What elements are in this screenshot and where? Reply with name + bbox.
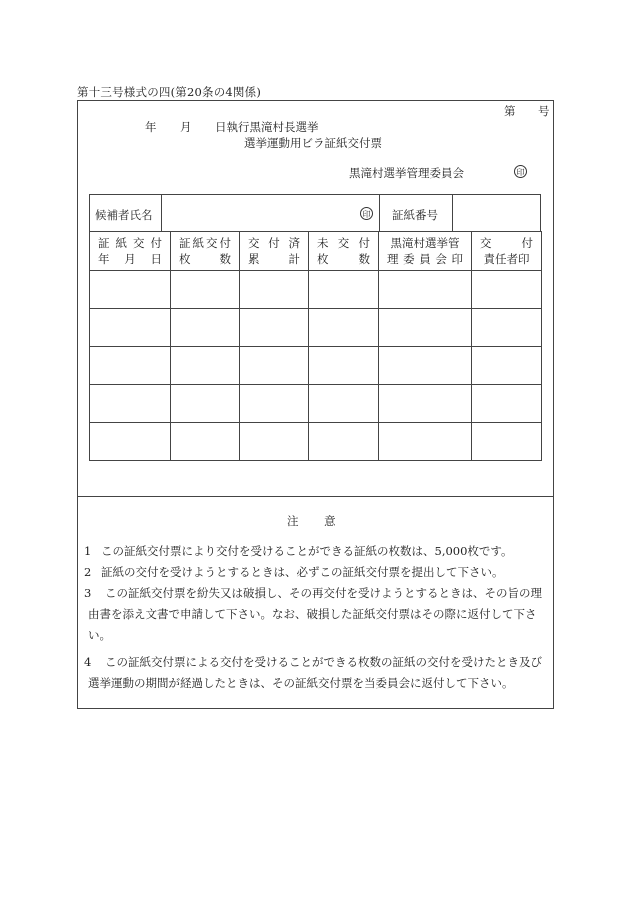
number-suffix: 号: [538, 104, 550, 118]
stamp-number-label: 証紙番号: [392, 208, 438, 222]
number-prefix: 第: [504, 104, 516, 118]
seal-mark: 印: [514, 165, 527, 178]
column-header: 未交付 枚 数: [309, 232, 379, 271]
notes-title: 注 意: [287, 514, 336, 528]
header-year: 年: [145, 120, 157, 134]
note-item: 2 証紙の交付を受けようとするときは、必ずこの証紙交付票を提出して下さい。: [84, 565, 504, 579]
column-header: 黒滝村選挙管 理委員会印: [379, 232, 472, 271]
column-header: 証紙交付 年 月 日: [90, 232, 171, 271]
section-divider: [77, 496, 554, 497]
seal-mark: 印: [360, 207, 373, 220]
issuer-name: 黒滝村選挙管理委員会: [349, 166, 464, 180]
column-header: 証紙交付 枚 数: [171, 232, 240, 271]
header-title: 選挙運動用ビラ証紙交付票: [244, 136, 382, 150]
note-item: 1 この証紙交付票により交付を受けることができる証紙の枚数は、5,000枚です。: [84, 544, 513, 558]
header-election: 日執行黒滝村長選挙: [215, 120, 319, 134]
note-item: 3 この証紙交付票を紛失又は破損し、その再交付を受けようとするときは、その旨の理由書を添え文書で申請して下さい。なお、破損した証紙交付票はその際に返付して下さい。: [84, 586, 542, 642]
column-header: 交付済 累 計: [240, 232, 309, 271]
header-month: 月: [180, 120, 192, 134]
form-label: 第十三号様式の四(第20条の4関係): [77, 85, 262, 99]
column-header: 交 付 責任者印: [472, 232, 542, 271]
note-item: 4 この証紙交付票による交付を受けることができる枚数の証紙の交付を受けたとき及び選挙運動の期間が経過したときは、その証紙交付票を当委員会に返付して下さい。: [84, 655, 542, 690]
candidate-name-label: 候補者氏名: [95, 208, 153, 222]
